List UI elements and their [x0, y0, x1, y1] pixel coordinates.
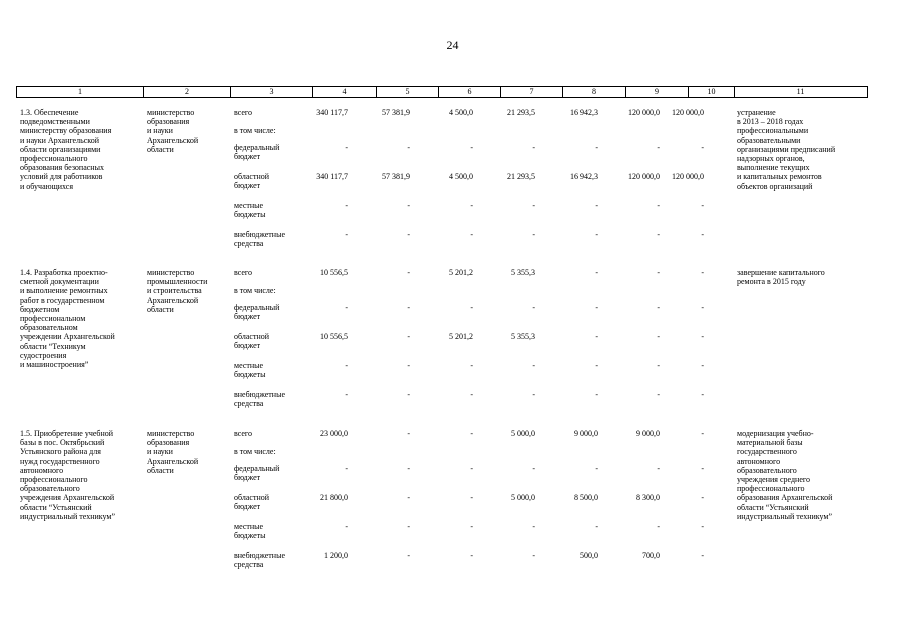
funding-source-label: внебюджетные — [234, 390, 285, 399]
measure-title: и выполнение ремонтных — [20, 286, 108, 296]
funding-value: 10 556,5 — [320, 268, 348, 277]
funding-value: 21 800,0 — [320, 493, 348, 502]
expected-result: выполнение текущих — [737, 163, 810, 173]
measure-title: и машиностроения” — [20, 360, 89, 369]
funding-value: 9 000,0 — [574, 429, 598, 438]
expected-result: в 2013 – 2018 годах — [737, 117, 804, 127]
funding-source-label: в том числе: — [234, 126, 276, 135]
funding-value: - — [345, 143, 348, 152]
column-header-9: 9 — [626, 87, 689, 97]
funding-value: - — [407, 390, 410, 399]
expected-result: завершение капитального — [737, 268, 825, 277]
funding-source-label: областной — [234, 493, 270, 502]
funding-value: - — [470, 429, 473, 438]
funding-value: - — [701, 493, 704, 502]
funding-value: 5 201,2 — [449, 268, 473, 277]
funding-value: - — [470, 493, 473, 502]
funding-source-label: бюджет — [234, 152, 261, 162]
funding-source-label: в том числе: — [234, 447, 276, 456]
funding-value: - — [407, 464, 410, 473]
column-header-row — [16, 86, 868, 98]
funding-source-label: внебюджетные — [234, 551, 285, 560]
funding-source-label: в том числе: — [234, 286, 276, 295]
column-header-1: 1 — [17, 87, 144, 97]
funding-value: 9 000,0 — [636, 429, 660, 438]
funding-value: - — [701, 361, 704, 370]
funding-value: - — [470, 551, 473, 560]
funding-value: - — [701, 268, 704, 277]
executor-name: и строительства — [147, 286, 202, 296]
funding-value: 21 293,5 — [507, 172, 535, 181]
expected-result: области “Устьянский — [737, 502, 809, 512]
executor-name: и науки — [147, 447, 173, 457]
executor-name: Архангельской — [147, 135, 199, 145]
funding-value: - — [470, 201, 473, 210]
funding-source-label: областной — [234, 332, 270, 341]
funding-value: 21 293,5 — [507, 108, 535, 117]
executor-name: министерство — [147, 429, 195, 438]
funding-value: 8 300,0 — [636, 493, 660, 502]
funding-value: - — [407, 551, 410, 560]
measure-title: области “Техникум — [20, 341, 86, 351]
funding-source-label: федеральный — [234, 464, 280, 473]
measure-title: нужд государственного — [20, 456, 100, 466]
expected-result: модернизация учебно- — [737, 429, 814, 438]
funding-source-label: федеральный — [234, 143, 280, 152]
funding-value: - — [701, 143, 704, 152]
expected-result: профессионального — [737, 484, 805, 494]
funding-value: - — [657, 268, 660, 277]
column-header-8: 8 — [563, 87, 626, 97]
funding-value: - — [532, 143, 535, 152]
expected-result: учреждения среднего — [737, 475, 810, 484]
expected-result: объектов организаций — [737, 181, 813, 191]
measure-title: условий для работников — [20, 172, 103, 182]
funding-source-label: местные — [234, 201, 264, 210]
funding-value: - — [470, 464, 473, 473]
funding-value: - — [701, 201, 704, 210]
funding-value: - — [407, 522, 410, 531]
funding-source-label: бюджеты — [234, 210, 266, 220]
funding-value: - — [701, 230, 704, 239]
executor-name: Архангельской — [147, 295, 199, 305]
expected-result: надзорных органов, — [737, 154, 805, 163]
column-header-3: 3 — [231, 87, 313, 97]
expected-result: автономного — [737, 456, 781, 466]
funding-value: - — [595, 464, 598, 473]
column-header-2: 2 — [144, 87, 231, 97]
funding-source-label: всего — [234, 108, 253, 117]
column-header-11: 11 — [796, 87, 805, 96]
measure-title: автономного — [20, 465, 64, 475]
funding-value: - — [407, 429, 410, 438]
funding-value: - — [345, 464, 348, 473]
funding-value: - — [595, 143, 598, 152]
measure-title: и обучающихся — [20, 181, 74, 191]
funding-value: - — [532, 390, 535, 399]
funding-source-label: бюджеты — [234, 370, 266, 380]
funding-value: - — [345, 230, 348, 239]
funding-value: 120 000,0 — [628, 108, 660, 117]
expected-result: устранение — [737, 108, 776, 117]
funding-value: - — [470, 303, 473, 312]
funding-value: 10 556,5 — [320, 332, 348, 341]
funding-value: 23 000,0 — [320, 429, 348, 438]
funding-value: - — [532, 201, 535, 210]
funding-value: 4 500,0 — [449, 172, 473, 181]
funding-value: - — [657, 390, 660, 399]
measure-title: базы в пос. Октябрьский — [20, 438, 105, 448]
funding-source-label: всего — [234, 429, 253, 438]
measure-title: работ в государственном — [20, 295, 105, 305]
funding-source-label: бюджеты — [234, 531, 266, 541]
expected-result: индустриальный техникум” — [737, 511, 833, 521]
funding-value: - — [345, 522, 348, 531]
measure-title: области “Устьянский — [20, 502, 92, 512]
funding-value: - — [657, 201, 660, 210]
funding-value: - — [657, 464, 660, 473]
funding-value: - — [701, 303, 704, 312]
measure-title: подведомственными — [20, 117, 90, 127]
column-header-6: 6 — [439, 87, 501, 97]
funding-value: - — [595, 268, 598, 277]
funding-value: - — [407, 268, 410, 277]
funding-value: - — [701, 390, 704, 399]
funding-value: - — [595, 201, 598, 210]
funding-value: - — [407, 332, 410, 341]
funding-source-label: местные — [234, 361, 264, 370]
expected-result: образовательными — [737, 135, 801, 145]
expected-result: материальной базы — [737, 438, 803, 448]
funding-value: 340 117,7 — [316, 108, 348, 117]
expected-result: и капитальных ремонтов — [737, 172, 822, 182]
measure-title: 1.5. Приобретение учебной — [20, 429, 114, 438]
page-number: 24 — [446, 38, 459, 52]
funding-value: - — [595, 522, 598, 531]
funding-source-label: всего — [234, 268, 253, 277]
funding-value: - — [657, 230, 660, 239]
funding-value: - — [345, 361, 348, 370]
funding-source-label: средства — [234, 399, 264, 409]
funding-value: 120 000,0 — [628, 172, 660, 181]
funding-value: - — [345, 390, 348, 399]
funding-value: - — [595, 303, 598, 312]
funding-value: - — [532, 551, 535, 560]
measure-title: образовательном — [20, 323, 78, 333]
funding-value: 5 355,3 — [511, 268, 535, 277]
funding-value: - — [470, 230, 473, 239]
funding-value: - — [701, 522, 704, 531]
funding-value: - — [470, 143, 473, 152]
funding-value: - — [407, 361, 410, 370]
funding-value: 57 381,9 — [382, 172, 410, 181]
expected-result: организациями предписаний — [737, 144, 836, 154]
expected-result: профессиональными — [737, 126, 809, 136]
measure-title: Устьянского района для — [20, 447, 101, 457]
column-header-10: 10 — [689, 87, 735, 97]
funding-value: 16 942,3 — [570, 172, 598, 181]
funding-value: - — [407, 493, 410, 502]
funding-source-label: местные — [234, 522, 264, 531]
funding-source-label: бюджет — [234, 502, 261, 512]
executor-name: и науки — [147, 126, 173, 136]
measure-title: учреждении Архангельской — [20, 332, 115, 342]
expected-result: государственного — [737, 447, 797, 457]
measure-title: 1.4. Разработка проектно- — [20, 268, 108, 277]
funding-source-label: федеральный — [234, 303, 280, 312]
funding-value: - — [407, 303, 410, 312]
funding-value: 5 000,0 — [511, 493, 535, 502]
column-header-5: 5 — [377, 87, 439, 97]
measure-title: профессионального — [20, 154, 88, 163]
measure-title: сметной документации — [20, 277, 99, 287]
executor-name: области — [147, 144, 174, 154]
measure-title: индустриальный техникум” — [20, 511, 116, 521]
funding-value: - — [657, 361, 660, 370]
funding-value: - — [595, 361, 598, 370]
funding-source-label: бюджет — [234, 181, 261, 191]
funding-value: 1 200,0 — [324, 551, 348, 560]
funding-source-label: внебюджетные — [234, 230, 285, 239]
column-header-7: 7 — [501, 87, 563, 97]
funding-value: - — [470, 390, 473, 399]
funding-value: - — [595, 390, 598, 399]
funding-value: - — [407, 201, 410, 210]
funding-value: 16 942,3 — [570, 108, 598, 117]
funding-value: - — [470, 361, 473, 370]
expected-result: образования Архангельской — [737, 493, 833, 503]
funding-value: - — [657, 332, 660, 341]
funding-source-label: областной — [234, 172, 270, 181]
funding-value: 340 117,7 — [316, 172, 348, 181]
funding-value: - — [532, 361, 535, 370]
funding-source-label: бюджет — [234, 473, 261, 483]
funding-value: - — [532, 522, 535, 531]
executor-name: области — [147, 465, 174, 475]
funding-value: - — [657, 522, 660, 531]
measure-title: образовательного — [20, 484, 80, 494]
executor-name: области — [147, 304, 174, 314]
funding-value: 500,0 — [580, 551, 598, 560]
measure-title: области организациями — [20, 144, 101, 154]
funding-value: - — [532, 230, 535, 239]
funding-value: - — [595, 230, 598, 239]
funding-source-label: средства — [234, 560, 264, 570]
funding-value: - — [407, 143, 410, 152]
executor-name: министерство — [147, 108, 195, 117]
measure-title: профессиональном — [20, 314, 86, 323]
measure-title: судостроения — [20, 350, 67, 360]
executor-name: Архангельской — [147, 456, 199, 466]
funding-source-label: бюджет — [234, 341, 261, 351]
funding-value: - — [470, 522, 473, 531]
measure-title: образования безопасных — [20, 163, 104, 173]
executor-name: образования — [147, 117, 190, 127]
funding-value: - — [532, 303, 535, 312]
funding-value: - — [701, 551, 704, 560]
funding-source-label: бюджет — [234, 312, 261, 322]
funding-value: 5 355,3 — [511, 332, 535, 341]
funding-value: 120 000,0 — [672, 172, 704, 181]
funding-value: - — [532, 464, 535, 473]
measure-title: профессионального — [20, 475, 88, 484]
funding-value: - — [701, 332, 704, 341]
funding-value: - — [701, 464, 704, 473]
expected-result: ремонта в 2015 году — [737, 277, 806, 287]
funding-value: 57 381,9 — [382, 108, 410, 117]
executor-name: образования — [147, 438, 190, 448]
funding-value: 120 000,0 — [672, 108, 704, 117]
funding-value: 5 201,2 — [449, 332, 473, 341]
funding-value: - — [657, 303, 660, 312]
funding-value: - — [595, 332, 598, 341]
measure-title: министерству образования — [20, 126, 112, 136]
funding-value: - — [701, 429, 704, 438]
expected-result: образовательного — [737, 465, 797, 475]
column-header-4: 4 — [313, 87, 377, 97]
funding-value: - — [407, 230, 410, 239]
measure-title: бюджетном — [20, 304, 60, 314]
funding-value: 700,0 — [642, 551, 660, 560]
measure-title: 1.3. Обеспечение — [20, 108, 79, 117]
measure-title: учреждения Архангельской — [20, 493, 115, 503]
funding-value: - — [657, 143, 660, 152]
funding-source-label: средства — [234, 239, 264, 249]
measure-title: и науки Архангельской — [20, 135, 100, 145]
funding-value: 4 500,0 — [449, 108, 473, 117]
funding-value: 5 000,0 — [511, 429, 535, 438]
funding-value: - — [345, 201, 348, 210]
executor-name: промышленности — [147, 277, 208, 287]
funding-value: - — [345, 303, 348, 312]
funding-value: 8 500,0 — [574, 493, 598, 502]
executor-name: министерство — [147, 268, 195, 277]
